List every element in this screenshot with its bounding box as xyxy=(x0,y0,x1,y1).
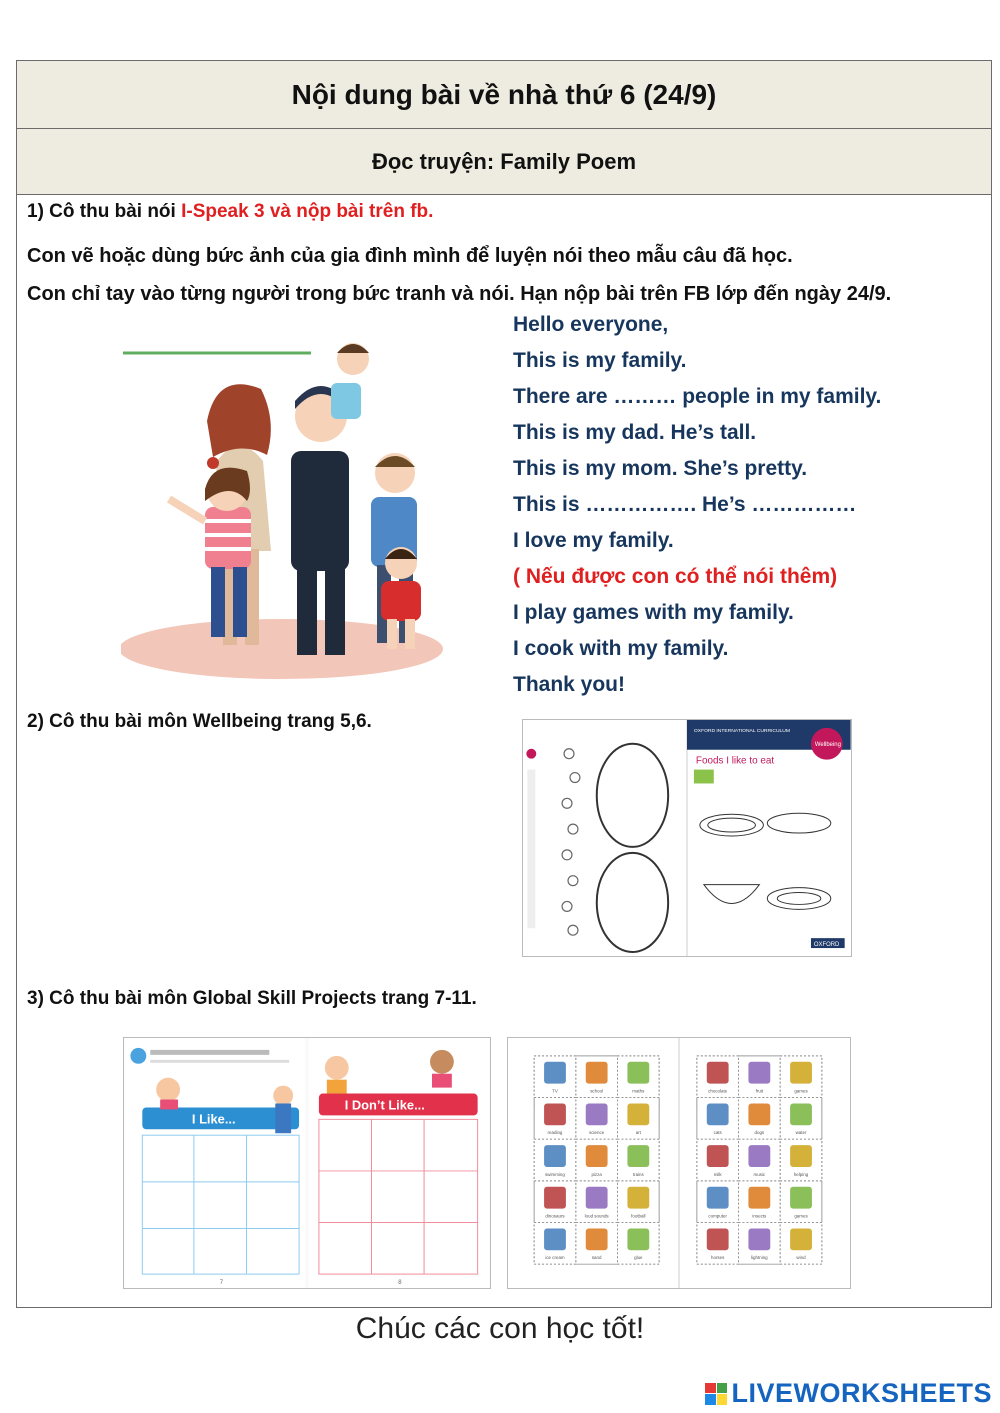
picture-card-label: swimming xyxy=(545,1171,565,1177)
poem-line: This is my dad. He’s tall. xyxy=(513,421,757,444)
liveworksheets-logo[interactable] xyxy=(705,1378,992,1409)
picture-card-image xyxy=(627,1062,649,1084)
picture-card-label: science xyxy=(589,1130,605,1136)
brand-name: LIVEWORKSHEETS xyxy=(731,1378,992,1408)
picture-card-label: insects xyxy=(752,1213,767,1219)
picture-card-label: sand xyxy=(591,1255,602,1261)
poem-line: There are ……… people in my family. xyxy=(513,385,882,408)
picture-card-label: ice cream xyxy=(545,1255,565,1261)
gsp-like-dislike-pages-image xyxy=(123,1037,491,1289)
picture-card-label: dogs xyxy=(754,1130,765,1136)
picture-card-image xyxy=(544,1103,566,1125)
picture-card-image xyxy=(707,1187,729,1209)
wb-oxford: OXFORD xyxy=(813,942,840,949)
poem-optional-note: ( Nếu được con có thể nói thêm) xyxy=(513,565,838,588)
section1-prefix: 1) Cô thu bài nói xyxy=(27,201,182,222)
wb-brand: OXFORD INTERNATIONAL CURRICULUM xyxy=(693,728,790,734)
poem-line: This is my family. xyxy=(513,349,687,372)
picture-card-label: fruit xyxy=(755,1088,764,1094)
picture-card-image xyxy=(627,1103,649,1125)
poem-line: This is my mom. She’s pretty. xyxy=(513,457,808,480)
picture-card-label: music xyxy=(753,1171,766,1177)
picture-card-label: dinosaurs xyxy=(545,1213,565,1219)
picture-card-image xyxy=(790,1187,812,1209)
picture-card-label: cats xyxy=(713,1130,722,1136)
picture-card-label: trains xyxy=(632,1171,644,1177)
section1-instruction-1: Con vẽ hoặc dùng bức ảnh của gia đình mình để luyện nói theo mẫu câu đã học. xyxy=(27,245,793,267)
picture-card-image xyxy=(586,1187,608,1209)
picture-card-image xyxy=(586,1145,608,1167)
poem-line: I love my family. xyxy=(513,529,674,552)
picture-card-image xyxy=(707,1103,729,1125)
closing-message: Chúc các con học tốt! xyxy=(355,1312,645,1345)
family-illustration xyxy=(121,331,451,681)
picture-card-image xyxy=(544,1228,566,1250)
poem-line: Thank you! xyxy=(513,673,626,696)
wb-heading: Foods I like to eat xyxy=(695,755,775,767)
picture-card-image xyxy=(627,1187,649,1209)
picture-card-label: reading xyxy=(547,1130,563,1136)
picture-card-image xyxy=(586,1062,608,1084)
picture-card-image xyxy=(707,1062,729,1084)
brand-mark-icon xyxy=(705,1383,727,1405)
picture-card-image xyxy=(627,1228,649,1250)
picture-card-image xyxy=(544,1145,566,1167)
picture-card-image xyxy=(544,1062,566,1084)
picture-card-label: milk xyxy=(713,1171,722,1177)
picture-card-label: games xyxy=(794,1088,808,1094)
picture-card-image xyxy=(748,1145,770,1167)
picture-card-label: lightning xyxy=(751,1255,768,1261)
picture-card-label: chocolate xyxy=(708,1088,728,1094)
picture-card-image xyxy=(748,1187,770,1209)
gsp-picture-cards-image xyxy=(507,1037,851,1289)
picture-card-image xyxy=(707,1145,729,1167)
section2-heading: 2) Cô thu bài môn Wellbeing trang 5,6. xyxy=(27,711,372,732)
picture-card-image xyxy=(586,1103,608,1125)
section3-heading: 3) Cô thu bài môn Global Skill Projects trang 7-11. xyxy=(27,988,477,1009)
family-poem xyxy=(513,313,881,709)
poem-line: Hello everyone, xyxy=(513,313,669,336)
picture-card-image xyxy=(790,1228,812,1250)
gsp-page-left: 7 xyxy=(219,1280,224,1287)
picture-card-label: horses xyxy=(711,1255,725,1261)
picture-card-label: loud sounds xyxy=(584,1213,609,1219)
picture-card-label: maths xyxy=(632,1088,645,1094)
picture-card-image xyxy=(790,1103,812,1125)
picture-card-image xyxy=(707,1228,729,1250)
picture-card-image xyxy=(790,1145,812,1167)
picture-card-image xyxy=(790,1062,812,1084)
gsp-page-right: 8 xyxy=(398,1280,402,1287)
picture-card-image xyxy=(586,1228,608,1250)
worksheet-frame xyxy=(16,60,992,1308)
picture-card-label: helping xyxy=(793,1171,809,1177)
picture-card-image xyxy=(544,1187,566,1209)
section1-instruction-2: Con chỉ tay vào từng người trong bức tranh và nói. Hạn nộp bài trên FB lớp đến ngày 24/9. xyxy=(27,283,892,305)
picture-card-label: games xyxy=(794,1213,808,1219)
picture-card-label: wind xyxy=(796,1255,806,1261)
picture-card-label: pizza xyxy=(591,1171,602,1177)
poem-line: This is ……………. He’s …………… xyxy=(513,493,857,516)
picture-card-label: art xyxy=(635,1130,641,1136)
picture-card-image xyxy=(748,1228,770,1250)
gsp-dislike-label: I Don’t Like... xyxy=(344,1097,425,1113)
picture-card-label: football xyxy=(631,1213,646,1219)
wellbeing-pages-image xyxy=(522,719,852,957)
picture-card-label: glue xyxy=(634,1255,643,1261)
page-subtitle: Đọc truyện: Family Poem xyxy=(17,129,991,195)
picture-card-label: water xyxy=(795,1130,807,1136)
picture-card-image xyxy=(627,1145,649,1167)
picture-card-label: TV xyxy=(552,1088,558,1094)
picture-card-label: school xyxy=(590,1088,604,1094)
picture-card-label: computer xyxy=(708,1213,727,1219)
gsp-like-label: I Like... xyxy=(191,1111,236,1127)
picture-card-image xyxy=(748,1103,770,1125)
wb-badge: Wellbeing xyxy=(814,741,841,748)
poem-line: I cook with my family. xyxy=(513,637,729,660)
poem-line: I play games with my family. xyxy=(513,601,794,624)
picture-card-image xyxy=(748,1062,770,1084)
section1-heading xyxy=(27,201,433,223)
section1-highlight: I-Speak 3 và nộp bài trên fb. xyxy=(181,201,434,222)
page-title: Nội dung bài về nhà thứ 6 (24/9) xyxy=(17,61,991,129)
